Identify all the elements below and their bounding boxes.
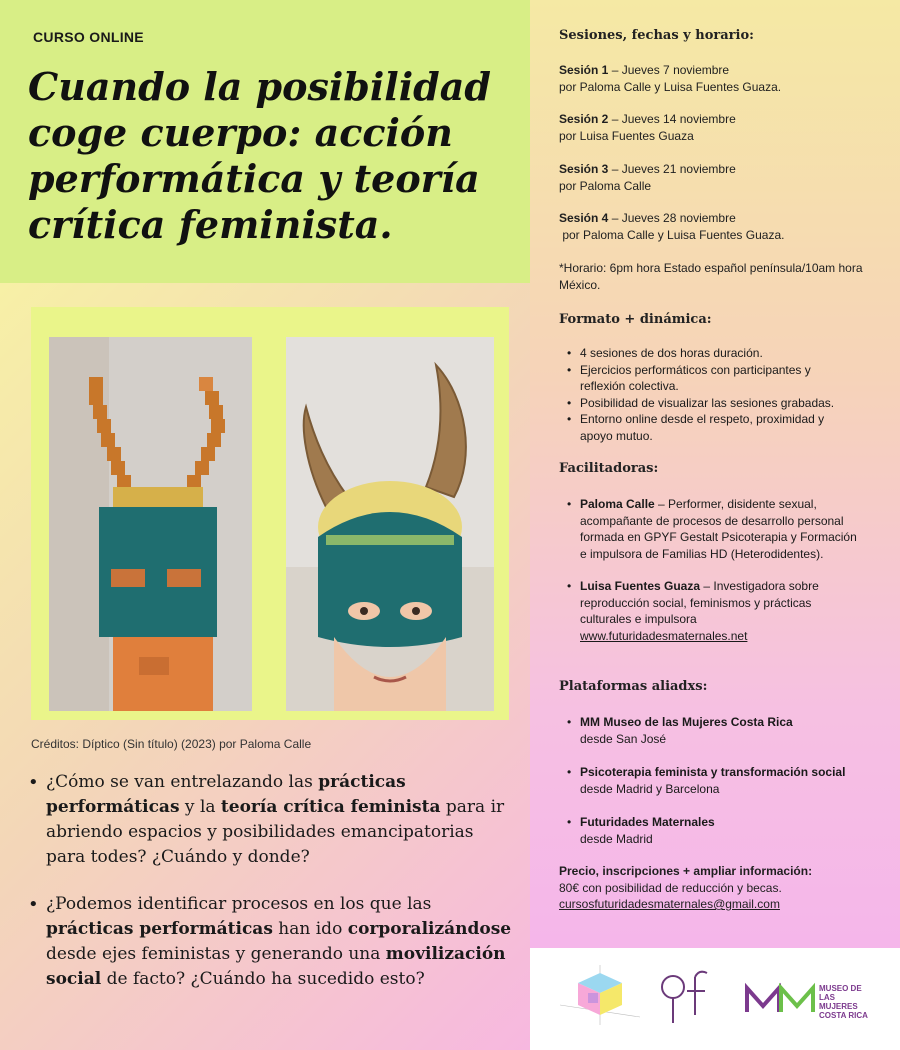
image-credits: Créditos: Díptico (Sin título) (2023) por Paloma Calle [31, 737, 312, 751]
email-link[interactable]: cursosfuturidadesmaternales@gmail.com [559, 897, 780, 911]
question-list [26, 770, 516, 1014]
page-title: Cuando la posibilidad coge cuerpo: acción performática y teoría crítica feminista. [28, 64, 491, 247]
pf-logo [655, 965, 717, 1025]
list-item: • Luisa Fuentes Guaza – Investigadora sobre reproducción social, feminismos y prácticas culturales e impulsora www.futuridadesmaternales.net [566, 578, 866, 644]
price-heading: Precio, inscripciones + ampliar información: [559, 864, 813, 878]
price-text: 80€ con posibilidad de reducción y becas. [559, 880, 782, 895]
session-2: Sesión 2 – Jueves 14 noviembre por Luisa Fuentes Guaza [559, 112, 736, 143]
facilitators-heading: Facilitadoras: [559, 461, 659, 476]
list-item: • ¿Podemos identificar procesos en los que las prácticas performáticas han ido corporalizándose desde ejes feministas y generando una movilización social de facto? ¿Cuándo ha sucedido esto? [26, 892, 516, 992]
list-item: • Posibilidad de visualizar las sesiones grabadas. [566, 395, 856, 412]
list-item: • Futuridades Maternales desde Madrid [566, 814, 866, 847]
platforms-list [566, 714, 866, 847]
course-kicker: CURSO ONLINE [33, 29, 144, 45]
portrait-photo [286, 337, 494, 711]
list-item: • Ejercicios performáticos con participantes y reflexión colectiva. [566, 362, 856, 395]
list-item: • Entorno online desde el respeto, proximidad y apoyo mutuo. [566, 411, 856, 444]
list-item: • MM Museo de las Mujeres Costa Rica desde San José [566, 714, 866, 747]
list-item: • Paloma Calle – Performer, disidente sexual, acompañante de procesos de desarrollo personal formada en GPYF Gestalt Psicoterapia y Formación e impulsora de Familias HD (Heterodidentes). [566, 496, 866, 562]
pixelated-photo [49, 337, 252, 711]
session-3: Sesión 3 – Jueves 21 noviembre por Paloma Calle [559, 162, 736, 193]
format-heading: Formato + dinámica: [559, 312, 712, 327]
cube-logo [560, 965, 640, 1025]
website-link[interactable]: www.futuridadesmaternales.net [580, 628, 748, 643]
format-list [566, 345, 856, 444]
platforms-heading: Plataformas aliadxs: [559, 679, 708, 694]
sessions-heading: Sesiones, fechas y horario: [559, 28, 754, 43]
list-item: • ¿Cómo se van entrelazando las prácticas performáticas y la teoría crítica feminista para ir abriendo espacios y posibilidades emancipatorias para todes? ¿Cuándo y donde? [26, 770, 516, 870]
list-item: • Psicoterapia feminista y transformación social desde Madrid y Barcelona [566, 764, 866, 797]
facilitators-list [566, 496, 866, 644]
session-4: Sesión 4 – Jueves 28 noviembre por Paloma Calle y Luisa Fuentes Guaza. [559, 211, 785, 242]
session-1: Sesión 1 – Jueves 7 noviembre por Paloma Calle y Luisa Fuentes Guaza. [559, 63, 782, 94]
diptych [31, 307, 509, 720]
schedule-note: *Horario: 6pm hora Estado español península/10am hora México. [559, 261, 863, 292]
list-item: • 4 sesiones de dos horas duración. [566, 345, 856, 362]
museo-mujeres-logo: MUSEO DE LAS MUJERES COSTA RICA [745, 982, 875, 1018]
price-block [559, 863, 879, 913]
